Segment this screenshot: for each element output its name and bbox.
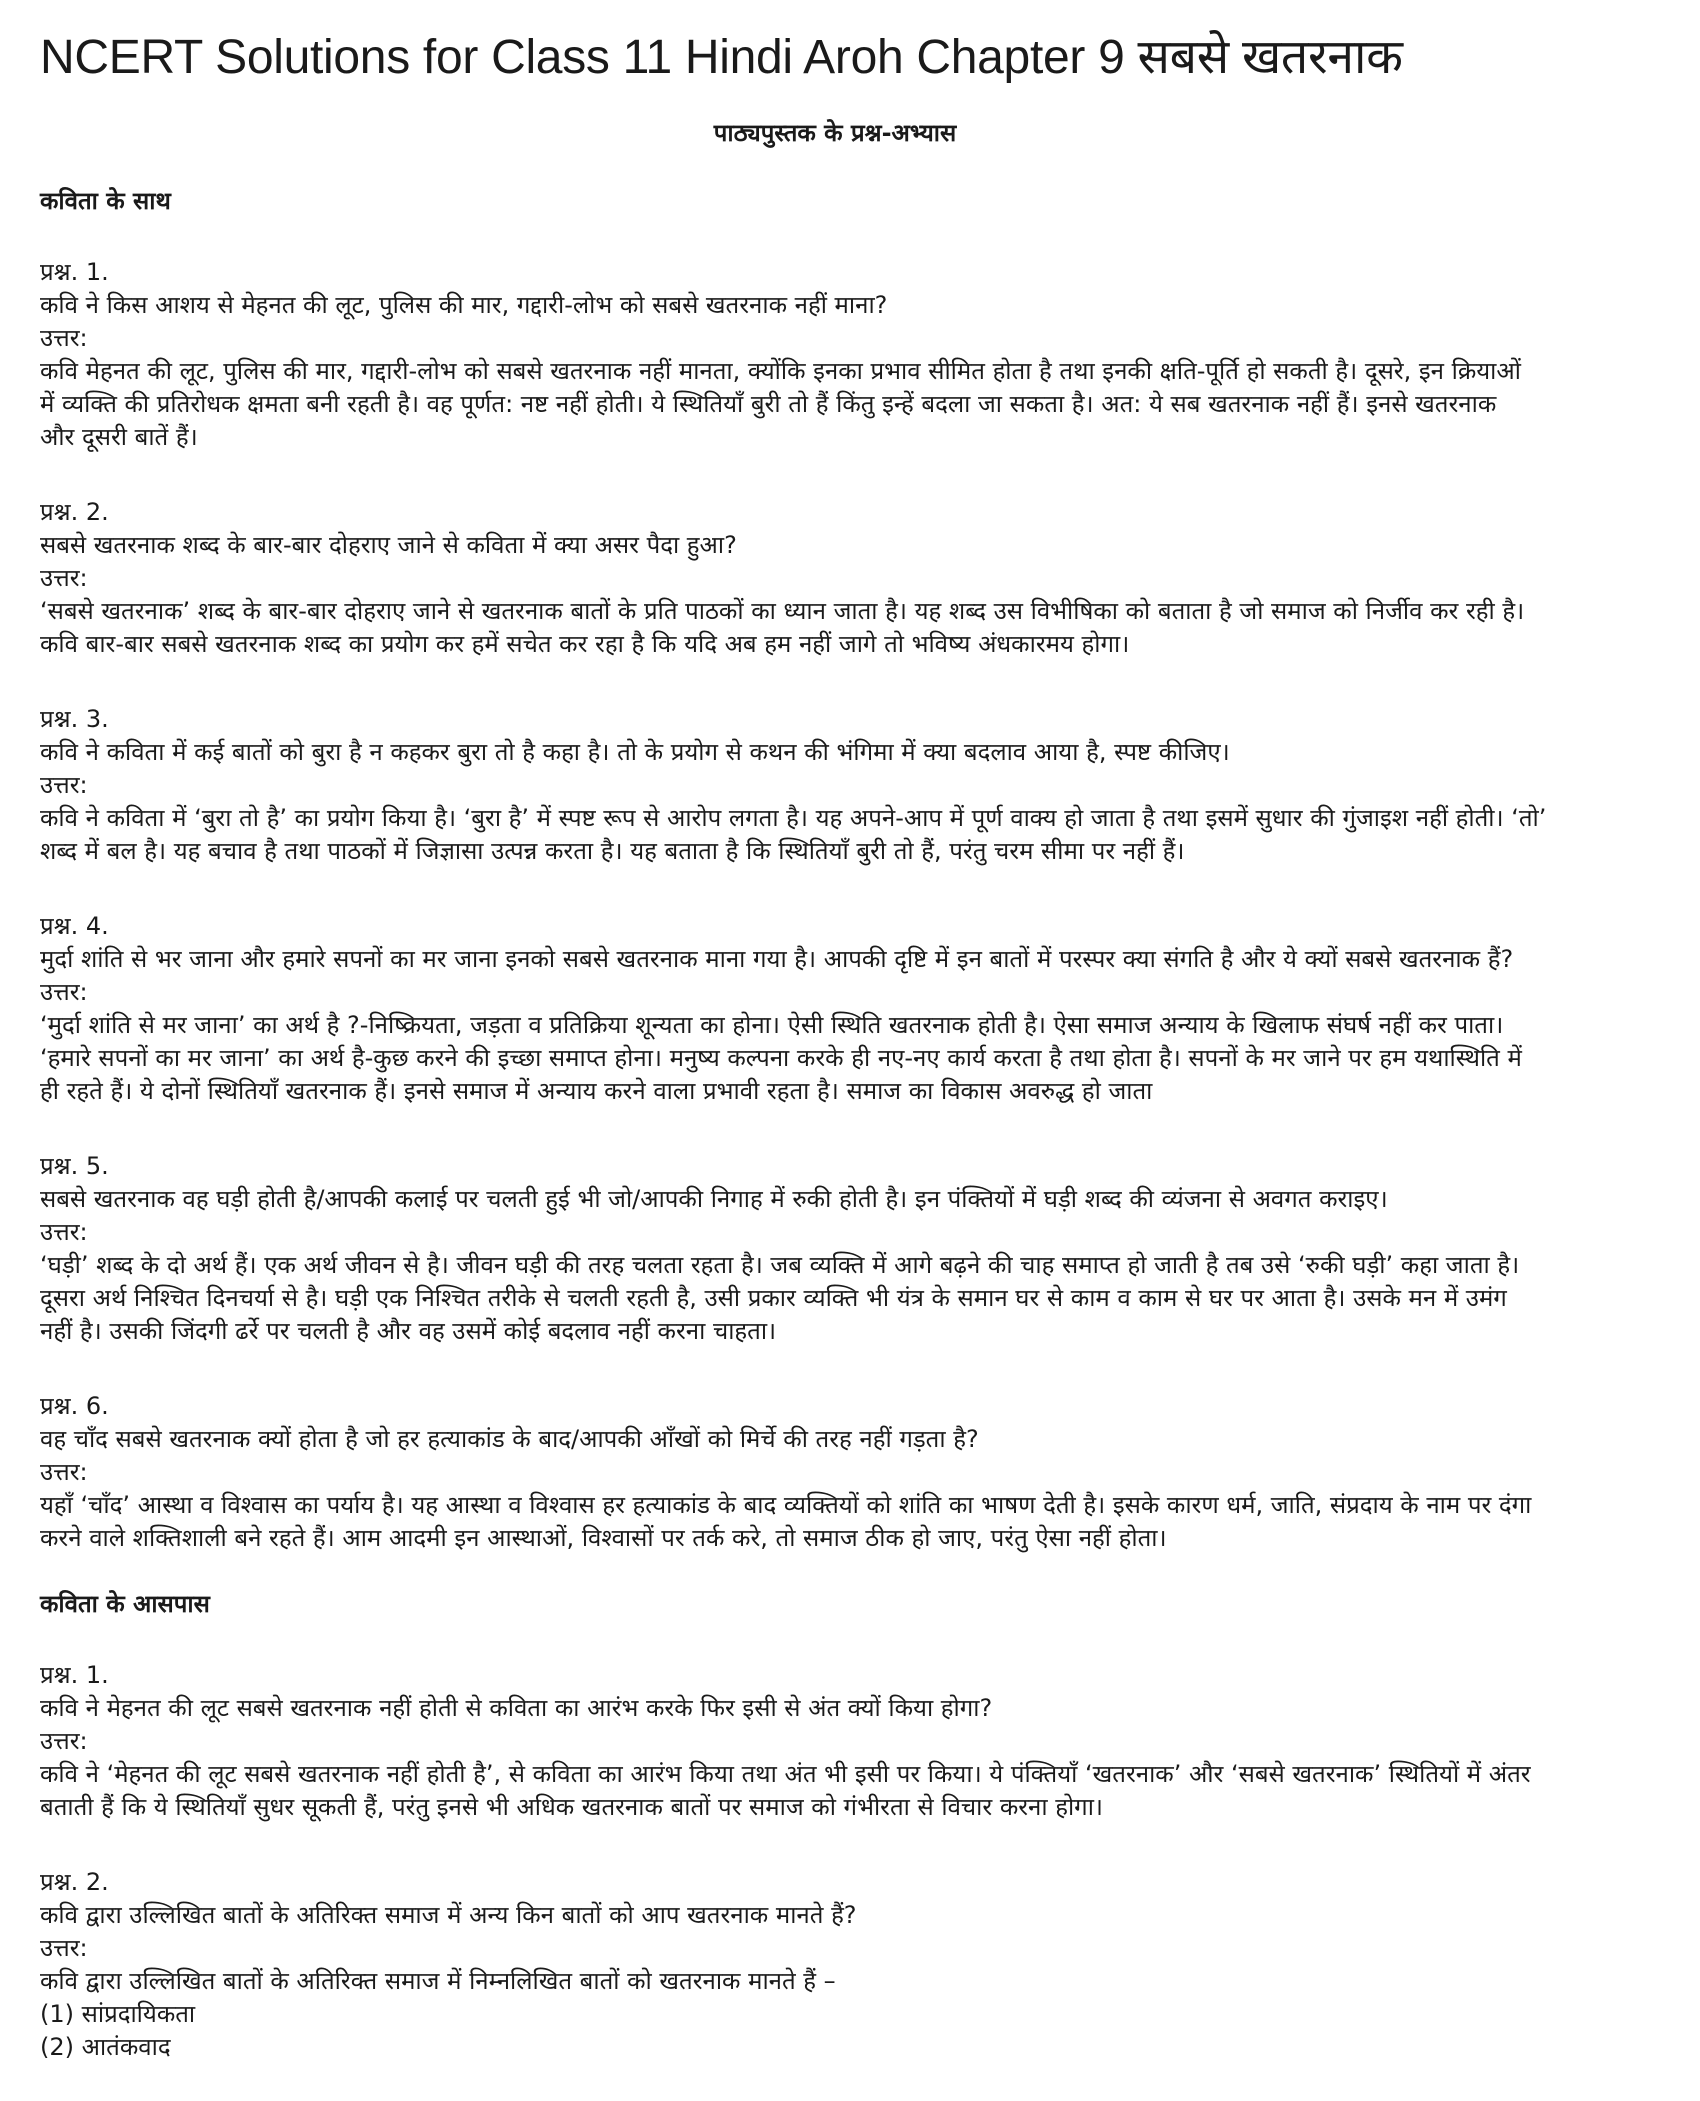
question-text: कवि द्वारा उल्लिखित बातों के अतिरिक्त समाज में अन्य किन बातों को आप खतरनाक मानते हैं?	[40, 1901, 857, 1929]
answer-line: कवि द्वारा उल्लिखित बातों के अतिरिक्त समाज में निम्नलिखित बातों को खतरनाक मानते हैं –	[40, 1967, 836, 1995]
answer-label: उत्तर:	[40, 1218, 88, 1246]
answer-text	[40, 595, 1670, 661]
question-label: प्रश्न. 6.	[40, 1392, 109, 1420]
answer-text	[40, 1489, 1670, 1555]
question-block	[40, 1150, 1670, 1348]
question-label: प्रश्न. 5.	[40, 1152, 109, 1180]
answer-label: उत्तर:	[40, 1727, 88, 1755]
answer-line: कवि ने ‘मेहनत की लूट सबसे खतरनाक नहीं होती है’, से कविता का आरंभ किया तथा अंत भी इसी पर किया। ये पंक्तियाँ ‘खतरनाक’ और ‘सबसे खतरनाक’ स्थितियों में अंतर	[40, 1760, 1531, 1788]
answer-line: ‘हमारे सपनों का मर जाना’ का अर्थ है-कुछ करने की इच्छा समाप्त होना। मनुष्य कल्पना करके ही नए-नए कार्य करता है तथा होता है। सपनों के मर जाने पर हम यथास्थिति में	[40, 1044, 1522, 1072]
document-content	[40, 186, 1670, 2064]
list-item: (1) सांप्रदायिकता	[40, 2000, 196, 2028]
section-heading: कविता के साथ	[40, 187, 171, 215]
question-text: कवि ने किस आशय से मेहनत की लूट, पुलिस की मार, गद्दारी-लोभ को सबसे खतरनाक नहीं माना?	[40, 291, 888, 319]
answer-text	[40, 1249, 1670, 1348]
answer-text	[40, 802, 1670, 868]
answer-line: दूसरा अर्थ निश्चित दिनचर्या से है। घड़ी एक निश्चित तरीके से चलती रहती है, उसी प्रकार व्यक्ति भी यंत्र के समान घर से काम व काम से घर पर आता है। उसके मन में उमंग	[40, 1284, 1507, 1312]
answer-label: उत्तर:	[40, 1458, 88, 1486]
answer-line: में व्यक्ति की प्रतिरोधक क्षमता बनी रहती है। वह पूर्णत: नष्ट नहीं होती। ये स्थितियाँ बुरी तो हैं किंतु इन्हें बदला जा सकता है। अत: ये सब खतरनाक नहीं हैं। इनसे खतरनाक	[40, 390, 1497, 418]
question-text: सबसे खतरनाक वह घड़ी होती है/आपकी कलाई पर चलती हुई भी जो/आपकी निगाह में रुकी होती है। इन पंक्तियों में घड़ी शब्द की व्यंजना से अवगत कराइए।	[40, 1185, 1388, 1213]
answer-line: शब्द में बल है। यह बचाव है तथा पाठकों में जिज्ञासा उत्पन्न करता है। यह बताता है कि स्थितियाँ बुरी तो हैं, परंतु चरम सीमा पर नहीं हैं।	[40, 837, 1185, 865]
question-block	[40, 496, 1670, 661]
question-text: कवि ने मेहनत की लूट सबसे खतरनाक नहीं होती से कविता का आरंभ करके फिर इसी से अंत क्यों किया होगा?	[40, 1694, 993, 1722]
answer-line: ‘सबसे खतरनाक’ शब्द के बार-बार दोहराए जाने से खतरनाक बातों के प्रति पाठकों का ध्यान जाता है। यह शब्द उस विभीषिका को बताता है जो समाज को निर्जीव कर रही है।	[40, 597, 1525, 625]
question-label: प्रश्न. 1.	[40, 258, 109, 286]
question-text: कवि ने कविता में कई बातों को बुरा है न कहकर बुरा तो है कहा है। तो के प्रयोग से कथन की भंगिमा में क्या बदलाव आया है, स्पष्ट कीजिए।	[40, 738, 1230, 766]
answer-label: उत्तर:	[40, 564, 88, 592]
answer-text	[40, 1758, 1670, 1824]
question-block	[40, 703, 1670, 868]
list-item: (2) आतंकवाद	[40, 2033, 171, 2061]
question-text: सबसे खतरनाक शब्द के बार-बार दोहराए जाने से कविता में क्या असर पैदा हुआ?	[40, 531, 737, 559]
answer-line: बताती हैं कि ये स्थितियाँ सुधर सूकती हैं, परंतु इनसे भी अधिक खतरनाक बातों पर समाज को गंभीरता से विचार करना होगा।	[40, 1793, 1104, 1821]
question-block	[40, 1866, 1670, 2064]
page-title: NCERT Solutions for Class 11 Hindi Aroh Chapter 9 सबसे खतरनाक	[40, 31, 1403, 84]
answer-text	[40, 1965, 1670, 1998]
question-block	[40, 256, 1670, 454]
question-label: प्रश्न. 4.	[40, 912, 109, 940]
answer-text	[40, 1009, 1670, 1108]
question-text: वह चाँद सबसे खतरनाक क्यों होता है जो हर हत्याकांड के बाद/आपकी आँखों को मिर्चे की तरह नहीं गड़ता है?	[40, 1425, 979, 1453]
page-subtitle: पाठ्यपुस्तक के प्रश्न-अभ्यास	[713, 119, 957, 147]
question-block	[40, 910, 1670, 1108]
answer-line: और दूसरी बातें हैं।	[40, 423, 198, 451]
answer-label: उत्तर:	[40, 1934, 88, 1962]
question-text: मुर्दा शांति से भर जाना और हमारे सपनों का मर जाना इनको सबसे खतरनाक माना गया है। आपकी दृष्टि में इन बातों में परस्पर क्या संगति है और ये क्यों सबसे खतरनाक हैं?	[40, 945, 1514, 973]
answer-label: उत्तर:	[40, 978, 88, 1006]
answer-line: ही रहते हैं। ये दोनों स्थितियाँ खतरनाक हैं। इनसे समाज में अन्याय करने वाला प्रभावी रहता है। समाज का विकास अवरुद्ध हो जाता	[40, 1077, 1153, 1105]
answer-text	[40, 355, 1670, 454]
answer-line: ‘मुर्दा शांति से मर जाना’ का अर्थ है ?-निष्क्रियता, जड़ता व प्रतिक्रिया शून्यता का होना। ऐसी स्थिति खतरनाक होती है। ऐसा समाज अन्याय के खिलाफ संघर्ष नहीं कर पाता।	[40, 1011, 1504, 1039]
question-label: प्रश्न. 2.	[40, 1868, 109, 1896]
answer-line: कवि मेहनत की लूट, पुलिस की मार, गद्दारी-लोभ को सबसे खतरनाक नहीं मानता, क्योंकि इनका प्रभाव सीमित होता है तथा इनकी क्षति-पूर्ति हो सकती है। दूसरे, इन क्रियाओं	[40, 357, 1521, 385]
question-block	[40, 1659, 1670, 1824]
answer-line: नहीं है। उसकी जिंदगी ढर्रे पर चलती है और वह उसमें कोई बदलाव नहीं करना चाहता।	[40, 1317, 777, 1345]
question-label: प्रश्न. 3.	[40, 705, 109, 733]
question-block	[40, 1390, 1670, 1555]
answer-line: कवि बार-बार सबसे खतरनाक शब्द का प्रयोग कर हमें सचेत कर रहा है कि यदि अब हम नहीं जागे तो भविष्य अंधकारमय होगा।	[40, 630, 1130, 658]
question-label: प्रश्न. 1.	[40, 1661, 109, 1689]
answer-line: कवि ने कविता में ‘बुरा तो है’ का प्रयोग किया है। ‘बुरा है’ में स्पष्ट रूप से आरोप लगता है। यह अपने-आप में पूर्ण वाक्य हो जाता है तथा इसमें सुधार की गुंजाइश नहीं होती। ‘तो’	[40, 804, 1547, 832]
document-page	[40, 0, 1670, 2064]
question-label: प्रश्न. 2.	[40, 498, 109, 526]
answer-line: यहाँ ‘चाँद’ आस्था व विश्वास का पर्याय है। यह आस्था व विश्वास हर हत्याकांड के बाद व्यक्तियों को शांति का भाषण देती है। इसके कारण धर्म, जाति, संप्रदाय के नाम पर दंगा	[40, 1491, 1532, 1519]
answer-label: उत्तर:	[40, 324, 88, 352]
answer-line: करने वाले शक्तिशाली बने रहते हैं। आम आदमी इन आस्थाओं, विश्वासों पर तर्क करे, तो समाज ठीक हो जाए, परंतु ऐसा नहीं होता।	[40, 1524, 1167, 1552]
answer-label: उत्तर:	[40, 771, 88, 799]
answer-line: ‘घड़ी’ शब्द के दो अर्थ हैं। एक अर्थ जीवन से है। जीवन घड़ी की तरह चलता रहता है। जब व्यक्ति में आगे बढ़ने की चाह समाप्त हो जाती है तब उसे ‘रुकी घड़ी’ कहा जाता है।	[40, 1251, 1520, 1279]
section-heading: कविता के आसपास	[40, 1590, 210, 1618]
